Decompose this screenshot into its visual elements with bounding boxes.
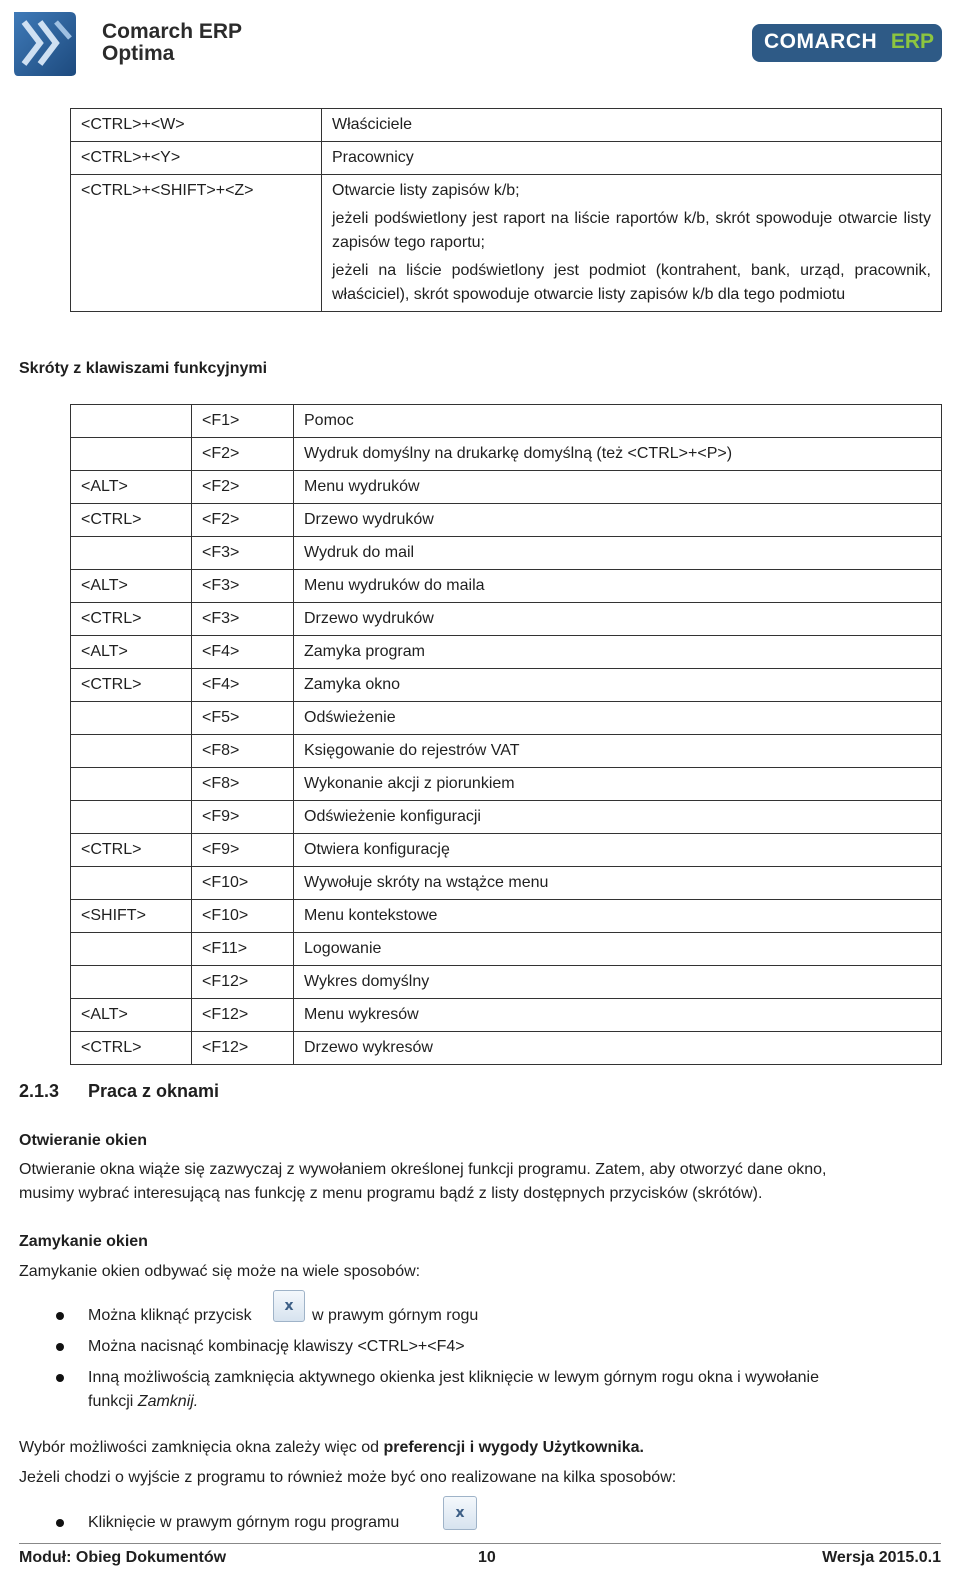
function-key: <F3> [192, 537, 294, 570]
close-icon: x [455, 1505, 465, 1521]
footer-module: Moduł: Obieg Dokumentów [19, 1549, 227, 1566]
function-key: <F10> [192, 867, 294, 900]
table-row [71, 603, 942, 636]
shortcut-key: <CTRL>+<W> [71, 109, 322, 142]
shortcut-description: Menu kontekstowe [294, 900, 942, 933]
section-heading-fkeys: Skróty z klawiszami funkcyjnymi [19, 360, 268, 377]
function-key: <F11> [192, 933, 294, 966]
modifier-key [71, 702, 192, 735]
table-row [71, 702, 942, 735]
shortcut-description: Menu wykresów [294, 999, 942, 1032]
table-row [71, 438, 942, 471]
modifier-key [71, 768, 192, 801]
modifier-key: <CTRL> [71, 669, 192, 702]
shortcut-description: Drzewo wydruków [294, 603, 942, 636]
function-key: <F8> [192, 768, 294, 801]
shortcut-description: Menu wydruków [294, 471, 942, 504]
table-row [71, 669, 942, 702]
description-line: jeżeli na liście podświetlony jest podmiot (kontrahent, bank, urząd, pracownik, właściciel), skrót spowoduje otwarcie listy zapisów k/b dla tego podmiotu [332, 262, 931, 303]
function-key: <F3> [192, 603, 294, 636]
shortcut-description: Wykres domyślny [294, 966, 942, 999]
function-key: <F12> [192, 1032, 294, 1065]
ctrl-shortcuts-table [70, 108, 942, 312]
modifier-key: <CTRL> [71, 834, 192, 867]
modifier-key [71, 405, 192, 438]
modifier-key [71, 735, 192, 768]
function-key: <F4> [192, 669, 294, 702]
product-logo [10, 8, 80, 78]
shortcut-description: Księgowanie do rejestrów VAT [294, 735, 942, 768]
modifier-key [71, 966, 192, 999]
shortcut-description: Wywołuje skróty na wstążce menu [294, 867, 942, 900]
table-row [71, 537, 942, 570]
opening-heading: Otwieranie okien [19, 1132, 148, 1149]
footer-page-number: 10 [478, 1549, 496, 1566]
table-row [71, 109, 942, 142]
shortcut-description: Odświeżenie [294, 702, 942, 735]
table-row [71, 966, 942, 999]
table-row [71, 175, 942, 312]
shortcut-description: Drzewo wydruków [294, 504, 942, 537]
shortcut-description: Wydruk do mail [294, 537, 942, 570]
bullet-dot [56, 1374, 64, 1382]
modifier-key: <CTRL> [71, 603, 192, 636]
function-key: <F9> [192, 834, 294, 867]
function-key: <F9> [192, 801, 294, 834]
function-key: <F3> [192, 570, 294, 603]
modifier-key [71, 438, 192, 471]
function-key: <F2> [192, 471, 294, 504]
modifier-key [71, 867, 192, 900]
modifier-key [71, 801, 192, 834]
shortcut-key: <CTRL>+<SHIFT>+<Z> [71, 175, 322, 312]
shortcut-description: Otwiera konfigurację [294, 834, 942, 867]
shortcut-description: Odświeżenie konfiguracji [294, 801, 942, 834]
shortcut-description: Logowanie [294, 933, 942, 966]
shortcut-description: Zamyka okno [294, 669, 942, 702]
table-row [71, 570, 942, 603]
table-row [71, 1032, 942, 1065]
bullet-dot [56, 1343, 64, 1351]
bullet-text: Można kliknąć przycisk [88, 1307, 252, 1324]
brand-suffix: ERP [890, 30, 934, 53]
function-key: <F12> [192, 966, 294, 999]
bullet-text: w prawym górnym rogu [312, 1307, 479, 1324]
bullet-text: Inną możliwością zamknięcia aktywnego okienka jest kliknięcie w lewym górnym rogu okna i wywołanie [88, 1369, 819, 1386]
opening-text-line: musimy wybrać interesującą nas funkcję z menu programu bądź z listy dostępnych przycisków (skrótów). [19, 1185, 763, 1202]
table-row [71, 834, 942, 867]
shortcut-description: Wykonanie akcji z piorunkiem [294, 768, 942, 801]
shortcut-description: Menu wydruków do maila [294, 570, 942, 603]
bullet-text: Można nacisnąć kombinację klawiszy <CTRL>+<F4> [88, 1338, 465, 1355]
function-key: <F4> [192, 636, 294, 669]
modifier-key [71, 933, 192, 966]
closing-heading: Zamykanie okien [19, 1233, 148, 1250]
table-row [71, 900, 942, 933]
table-row [71, 999, 942, 1032]
shortcut-description [322, 175, 942, 312]
function-key: <F5> [192, 702, 294, 735]
table-row [71, 405, 942, 438]
modifier-key: <SHIFT> [71, 900, 192, 933]
footer-rule [19, 1543, 941, 1544]
function-key: <F12> [192, 999, 294, 1032]
bullet-dot [56, 1312, 64, 1320]
product-name-line2: Optima [102, 42, 175, 65]
modifier-key: <CTRL> [71, 1032, 192, 1065]
modifier-key: <CTRL> [71, 504, 192, 537]
modifier-key: <ALT> [71, 999, 192, 1032]
shortcut-description: Zamyka program [294, 636, 942, 669]
chapter-title: Praca z oknami [88, 1081, 220, 1101]
description-line: Otwarcie listy zapisów k/b; [332, 182, 520, 199]
table-row [71, 933, 942, 966]
function-key: <F2> [192, 504, 294, 537]
function-key: <F2> [192, 438, 294, 471]
description-line: jeżeli podświetlony jest raport na liście raportów k/b, skrót spowoduje otwarcie listy zapisów tego raportu; [332, 210, 931, 251]
choice-paragraph [19, 1436, 644, 1460]
table-row [71, 471, 942, 504]
text-bold: preferencji i wygody Użytkownika. [383, 1439, 644, 1456]
comarch-brand-logo [752, 24, 942, 62]
function-key: <F10> [192, 900, 294, 933]
bullet-text: Kliknięcie w prawym górnym rogu programu [88, 1514, 400, 1531]
function-key: <F8> [192, 735, 294, 768]
modifier-key: <ALT> [71, 471, 192, 504]
closing-intro: Zamykanie okien odbywać się może na wiele sposobów: [19, 1263, 421, 1280]
close-button-icon [273, 1290, 305, 1322]
table-row [71, 801, 942, 834]
product-name-line1: Comarch ERP [102, 20, 243, 43]
close-button-icon [443, 1496, 477, 1530]
modifier-key: <ALT> [71, 636, 192, 669]
modifier-key: <ALT> [71, 570, 192, 603]
shortcut-description: Wydruk domyślny na drukarkę domyślną (też <CTRL>+<P>) [294, 438, 942, 471]
exit-intro: Jeżeli chodzi o wyjście z programu to również może być ono realizowane na kilka sposobów: [19, 1469, 677, 1486]
bullet-dot [56, 1519, 64, 1527]
table-row [71, 768, 942, 801]
chapter-number: 2.1.3 [19, 1081, 60, 1101]
optima-logo-icon [10, 8, 80, 78]
opening-text-line: Otwieranie okna wiąże się zazwyczaj z wywołaniem określonej funkcji programu. Zatem, aby otworzyć dane okno, [19, 1161, 827, 1178]
table-row [71, 867, 942, 900]
shortcut-description: Pracownicy [322, 142, 942, 175]
function-key: <F1> [192, 405, 294, 438]
shortcut-description: Właściciele [322, 109, 942, 142]
shortcut-key: <CTRL>+<Y> [71, 142, 322, 175]
table-row [71, 735, 942, 768]
function-keys-table [70, 404, 942, 1065]
shortcut-description: Drzewo wykresów [294, 1032, 942, 1065]
table-row [71, 142, 942, 175]
shortcut-description: Pomoc [294, 405, 942, 438]
close-icon: x [284, 1298, 294, 1314]
table-row [71, 504, 942, 537]
table-row [71, 636, 942, 669]
text-plain: Wybór możliwości zamknięcia okna zależy więc od [19, 1439, 384, 1456]
footer-version: Wersja 2015.0.1 [822, 1549, 941, 1566]
modifier-key [71, 537, 192, 570]
brand-name: COMARCH [764, 30, 878, 53]
text-italic: Zamknij. [137, 1393, 199, 1410]
bullet-text-continued [88, 1390, 198, 1414]
text-plain: funkcji [88, 1393, 138, 1410]
